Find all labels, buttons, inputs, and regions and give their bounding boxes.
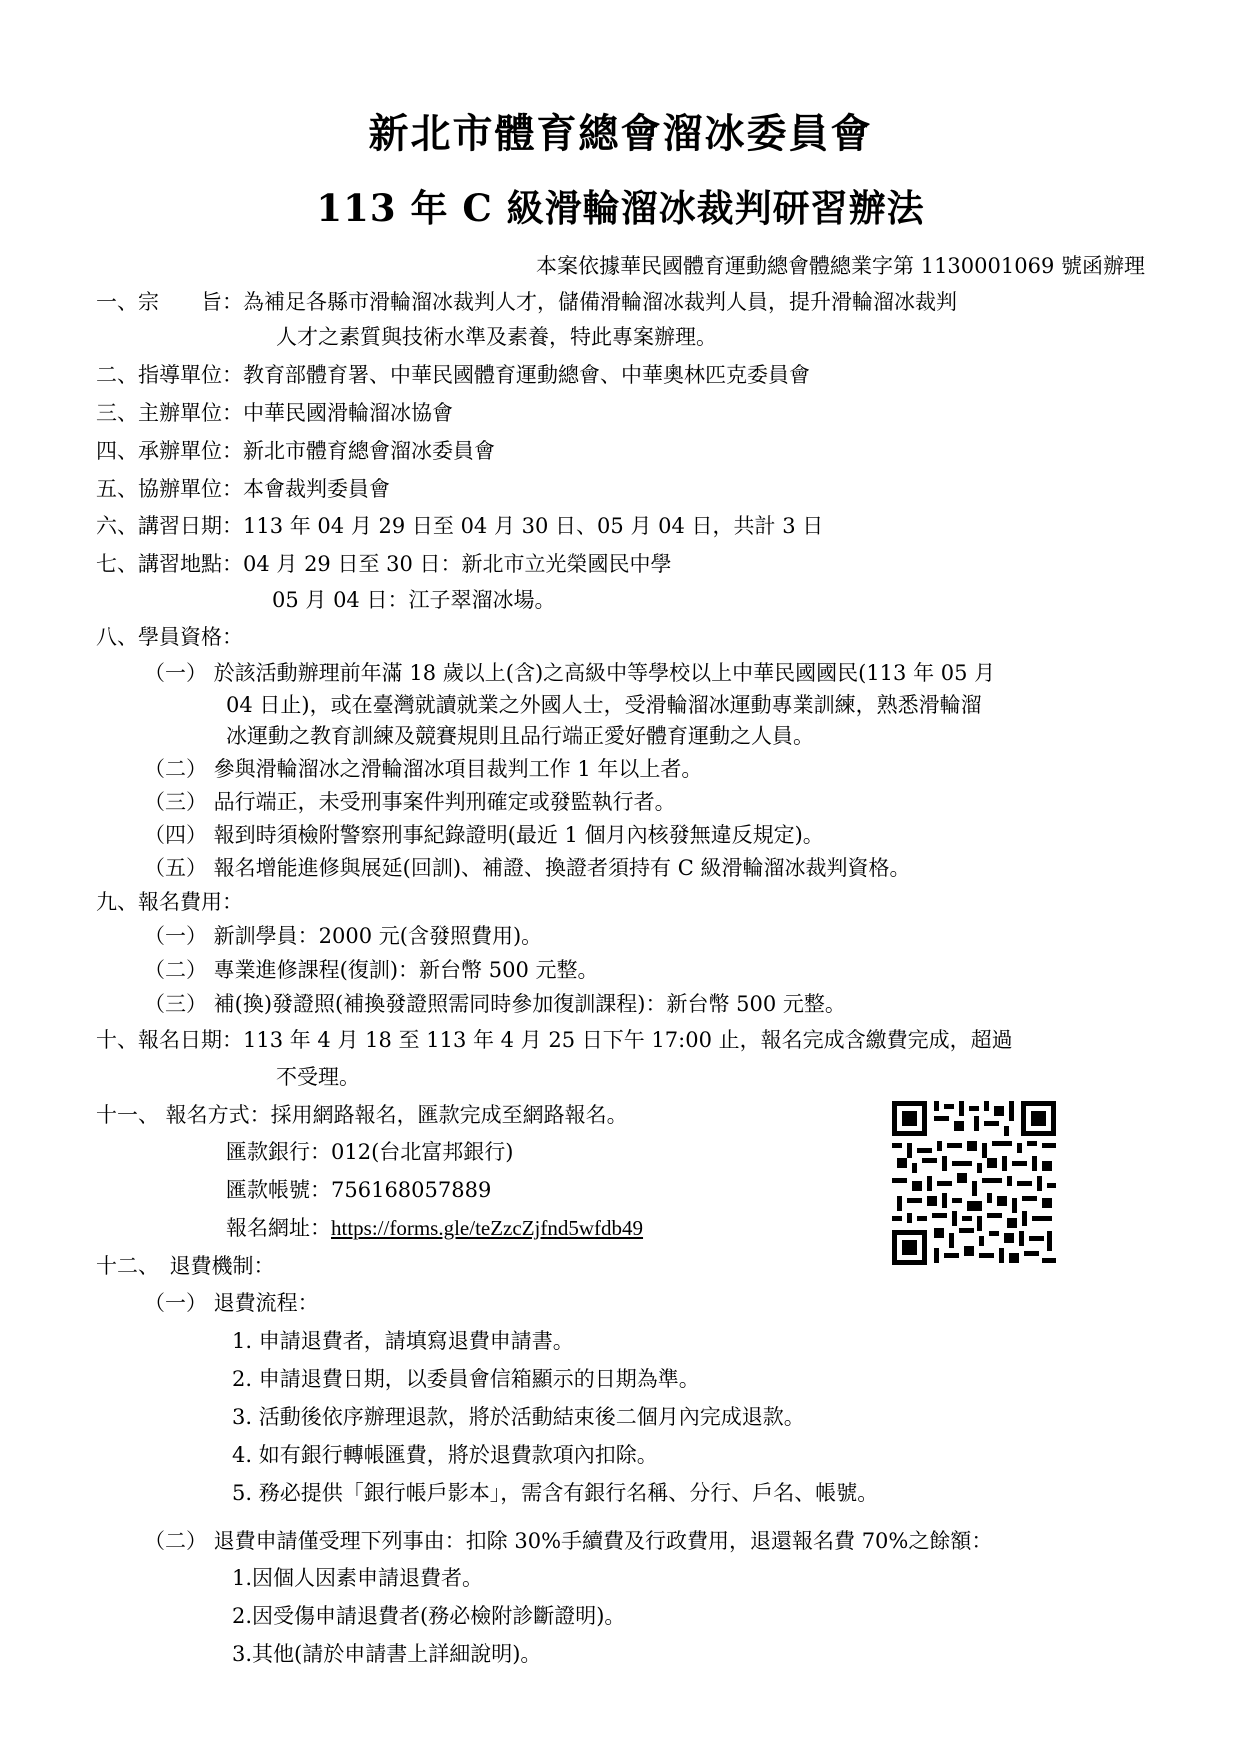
refund-reason: 1.因個人因素申請退費者。 — [232, 1566, 484, 1590]
sec9-item1: （一） 新訓學員：2000 元(含發照費用)。 — [144, 924, 543, 948]
refund-step: 1. 申請退費者，請填寫退費申請書。 — [232, 1329, 574, 1353]
sec12-heading: 十二、 退費機制： — [96, 1254, 275, 1278]
sec7-venue-line1: 七、講習地點：04 月 29 日至 30 日：新北市立光榮國民中學 — [96, 552, 672, 576]
sec9-heading: 九、報名費用： — [96, 890, 243, 914]
qr-finder-bottom-left-icon — [892, 1230, 927, 1265]
qr-finder-top-right-icon — [1021, 1101, 1056, 1136]
sec8-item3: （三） 品行端正，未受刑事案件判刑確定或發監執行者。 — [144, 790, 676, 814]
sec8-item5: （五） 報名增能進修與展延(回訓)、補證、換證者須持有 C 級滑輪溜冰裁判資格。 — [144, 856, 911, 880]
refund-step: 2. 申請退費日期，以委員會信箱顯示的日期為準。 — [232, 1367, 700, 1391]
sec10-line1: 十、報名日期：113 年 4 月 18 至 113 年 4 月 25 日下午 17:00 止，報名完成含繳費完成，超過 — [96, 1028, 1013, 1052]
refund-step: 5. 務必提供「銀行帳戶影本」，需含有銀行名稱、分行、戶名、帳號。 — [232, 1481, 879, 1505]
sec11-url-row — [226, 1213, 643, 1243]
sec10-line2: 不受理。 — [276, 1065, 360, 1089]
sec8-item4: （四） 報到時須檢附警察刑事紀錄證明(最近 1 個月內核發無違反規定)。 — [144, 823, 824, 847]
sec9-item3: （三） 補(換)發證照(補換發證照需同時參加復訓課程)：新台幣 500 元整。 — [144, 992, 846, 1016]
sec12-sub1-heading: （一） 退費流程： — [144, 1291, 319, 1315]
sec8-item2: （二） 參與滑輪溜冰之滑輪溜冰項目裁判工作 1 年以上者。 — [144, 757, 703, 781]
qr-finder-top-left-icon — [892, 1101, 927, 1136]
sec4-executor: 四、承辦單位：新北市體育總會溜冰委員會 — [96, 439, 495, 463]
legal-basis: 本案依據華民國體育運動總會體總業字第 1130001069 號函辦理 — [536, 254, 1145, 278]
sec8-heading: 八、學員資格： — [96, 625, 243, 649]
page-title: 新北市體育總會溜冰委員會 — [368, 110, 873, 157]
page-subtitle: 113 年 C 級滑輪溜冰裁判研習辦法 — [316, 186, 925, 230]
sec12-sub2-heading: （二） 退費申請僅受理下列事由：扣除 30%手續費及行政費用，退還報名費 70%之餘額： — [144, 1529, 993, 1553]
sec8-item1-line3: 冰運動之教育訓練及競賽規則且品行端正愛好體育運動之人員。 — [226, 724, 814, 748]
refund-reason: 2.因受傷申請退費者(務必檢附診斷證明)。 — [232, 1604, 626, 1628]
sec3-organizer: 三、主辦單位：中華民國滑輪溜冰協會 — [96, 401, 453, 425]
sec1-line2: 人才之素質與技術水準及素養，特此專案辦理。 — [276, 325, 717, 349]
refund-step: 3. 活動後依序辦理退款，將於活動結束後二個月內完成退款。 — [232, 1405, 805, 1429]
sec11-account: 匯款帳號：756168057889 — [226, 1178, 492, 1202]
sec8-item1-line2: 04 日止)，或在臺灣就讀就業之外國人士，受滑輪溜冰運動專業訓練，熟悉滑輪溜 — [226, 693, 982, 717]
sec9-item2: （二） 專業進修課程(復訓)：新台幣 500 元整。 — [144, 958, 599, 982]
registration-qr-code[interactable] — [892, 1101, 1056, 1265]
sec7-venue-line2: 05 月 04 日：江子翠溜冰場。 — [272, 588, 556, 612]
sec8-item1-line1: （一） 於該活動辦理前年滿 18 歲以上(含)之高級中等學校以上中華民國國民(113 年 05 月 — [144, 661, 996, 685]
registration-link[interactable]: https://forms.gle/teZzcZjfnd5wfdb49 — [331, 1216, 644, 1240]
sec11-url-label: 報名網址： — [226, 1216, 331, 1240]
sec1-line1: 一、宗 旨：為補足各縣市滑輪溜冰裁判人才，儲備滑輪溜冰裁判人員，提升滑輪溜冰裁判 — [96, 290, 957, 314]
sec2-guiding-units: 二、指導單位：教育部體育署、中華民國體育運動總會、中華奧林匹克委員會 — [96, 363, 810, 387]
sec6-dates: 六、講習日期：113 年 04 月 29 日至 04 月 30 日、05 月 04 日，共計 3 日 — [96, 514, 824, 538]
refund-reason: 3.其他(請於申請書上詳細說明)。 — [232, 1642, 542, 1666]
sec11-bank: 匯款銀行：012(台北富邦銀行) — [226, 1140, 514, 1164]
sec11-method: 十一、 報名方式：採用網路報名，匯款完成至網路報名。 — [96, 1103, 628, 1127]
refund-step: 4. 如有銀行轉帳匯費，將於退費款項內扣除。 — [232, 1443, 658, 1467]
sec5-co-organizer: 五、協辦單位：本會裁判委員會 — [96, 477, 390, 501]
